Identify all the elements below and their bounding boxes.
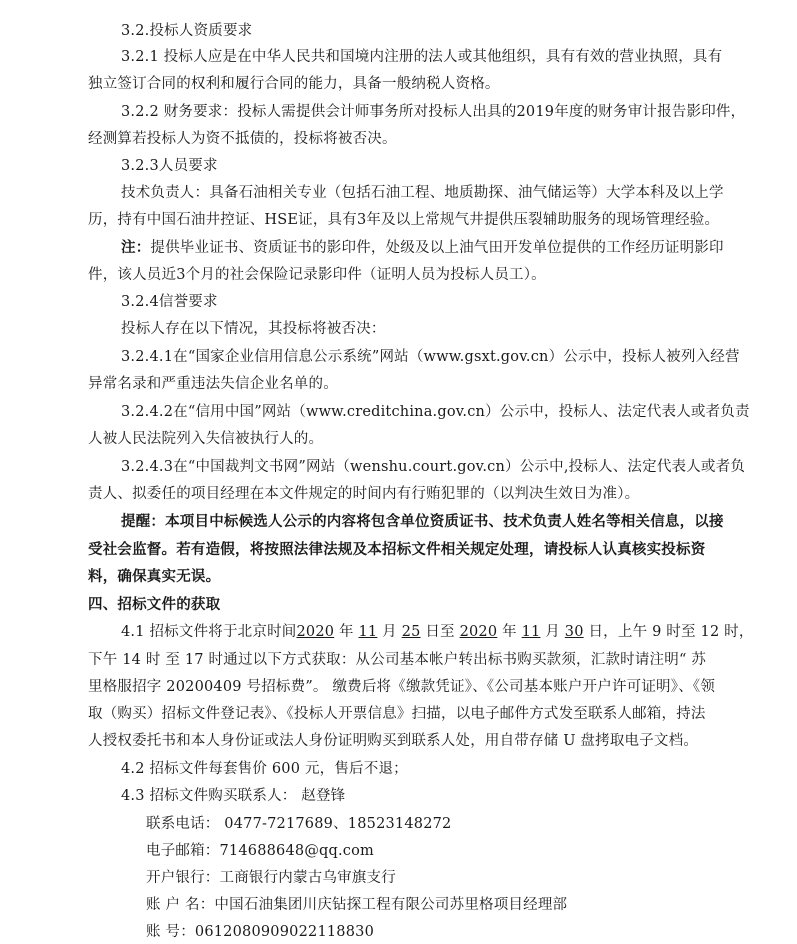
contact-bank: 开户银行：工商银行内蒙古乌审旗支行	[146, 870, 396, 886]
clause-4-2: 4.2 招标文件每套售价 600 元，售后不退；	[121, 761, 408, 777]
clause-3-2-4-2-line-1: 3.2.4.2在“信用中国”网站（www.creditchina.gov.cn）公示中，投标人、法定代表人或者负责	[121, 404, 750, 420]
start-day: 25	[401, 624, 421, 640]
contact-account-number: 账 号：0612080909022118830	[146, 924, 374, 940]
reminder-line-2: 受社会监督。若有造假，将按照法律法规及本招标文件相关规定处理，请投标人认真核实投标资	[88, 541, 706, 558]
start-month: 11	[358, 624, 378, 640]
clause-4-1-prefix: 4.1 招标文件将于北京时间	[121, 624, 297, 640]
note-line-2: 件，该人员近3个月的社会保险记录影印件（证明人员为投标人员工）。	[88, 267, 546, 283]
month-label-2: 月	[540, 624, 565, 640]
clause-4-3: 4.3 招标文件购买联系人： 赵登锋	[121, 788, 346, 804]
clause-3-2-2-line-2: 经测算若投标人为资不抵债的，投标将被否决。	[88, 131, 397, 147]
clause-3-2-2-line-1: 3.2.2 财务要求：投标人需提供会计师事务所对投标人出具的2019年度的财务审计报告影印件，	[121, 104, 746, 120]
clause-3-2-1-line-2: 独立签订合同的权利和履行合同的能力，具备一般纳税人资格。	[88, 76, 500, 92]
reminder-line-3: 料，确保真实无误。	[88, 568, 221, 585]
clause-4-1-line-4: 取（购买）招标文件登记表》、《投标人开票信息》扫描，以电子邮件方式发至联系人邮箱，持法	[88, 706, 706, 722]
section-3-2-heading: 3.2.投标人资质要求	[121, 23, 253, 39]
end-year: 2020	[459, 624, 498, 640]
clause-4-1-line-5: 人授权委托书和本人身份证或法人身份证明购买到联系人处，用自带存储 U 盘拷取电子文档。	[88, 733, 699, 749]
month-label-1: 月	[377, 624, 402, 640]
clause-4-1-suffix: 日，上午 9 时至 12 时，	[583, 624, 754, 640]
clause-3-2-4-1-line-2: 异常名录和严重违法失信企业名单的。	[88, 376, 338, 392]
end-day: 30	[564, 624, 584, 640]
clause-4-1-line-2: 下午 14 时 至 17 时通过以下方式获取：从公司基本帐户转出标书购买款须，汇款时请注明“ 苏	[88, 652, 707, 668]
reminder-line-1: 提醒：本项目中标候选人公示的内容将包含单位资质证书、技术负责人姓名等相关信息，以接	[121, 513, 724, 530]
clause-4-1-line-1	[121, 623, 797, 641]
contact-account-name: 账 户 名：中国石油集团川庆钻探工程有限公司苏里格项目经理部	[146, 897, 568, 913]
note-text: 提供毕业证书、资质证书的影印件，处级及以上油气田开发单位提供的工作经历证明影印	[150, 240, 724, 256]
clause-3-2-4-3-line-2: 责人、拟委任的项目经理在本文件规定的时间内有行贿犯罪的（以判决生效日为准）。	[88, 486, 640, 502]
clause-3-2-4-intro: 投标人存在以下情况，其投标将被否决：	[121, 321, 386, 337]
note-line-1	[121, 239, 797, 257]
contact-phone: 联系电话： 0477-7217689、18523148272	[146, 816, 452, 832]
clause-4-1-line-3: 里格服招字 20200409 号招标费”。 缴费后将《缴款凭证》、《公司基本账户开户许可证明》、《领	[88, 679, 716, 695]
clause-3-2-1-line-1: 3.2.1 投标人应是在中华人民共和国境内注册的法人或其他组织，具有有效的营业执照，具有	[121, 49, 723, 65]
contact-email: 电子邮箱：714688648@qq.com	[146, 843, 375, 859]
clause-3-2-3-line-2: 历，持有中国石油井控证、HSE证，具有3年及以上常规气井提供压裂辅助服务的现场管理经验。	[88, 212, 720, 228]
start-year: 2020	[296, 624, 335, 640]
year-label-2: 年	[497, 624, 522, 640]
clause-3-2-4-2-line-2: 人被人民法院列入失信被执行人的。	[88, 431, 324, 447]
clause-3-2-3-line-1: 技术负责人：具备石油相关专业（包括石油工程、地质勘探、油气储运等）大学本科及以上学	[121, 185, 724, 201]
clause-3-2-4-1-line-1: 3.2.4.1在“国家企业信用信息公示系统”网站（www.gsxt.gov.cn）公示中，投标人被列入经营	[121, 349, 740, 365]
day-to-label: 日至	[420, 624, 460, 640]
clause-3-2-4-heading: 3.2.4信誉要求	[121, 294, 218, 310]
clause-3-2-4-3-line-1: 3.2.4.3在“中国裁判文书网”网站（wenshu.court.gov.cn）公示中,投标人、法定代表人或者负	[121, 459, 746, 475]
year-label-1: 年	[334, 624, 359, 640]
clause-3-2-3-heading: 3.2.3人员要求	[121, 158, 218, 174]
section-4-heading: 四、招标文件的获取	[88, 596, 221, 613]
end-month: 11	[521, 624, 541, 640]
note-label: 注：	[121, 239, 151, 256]
